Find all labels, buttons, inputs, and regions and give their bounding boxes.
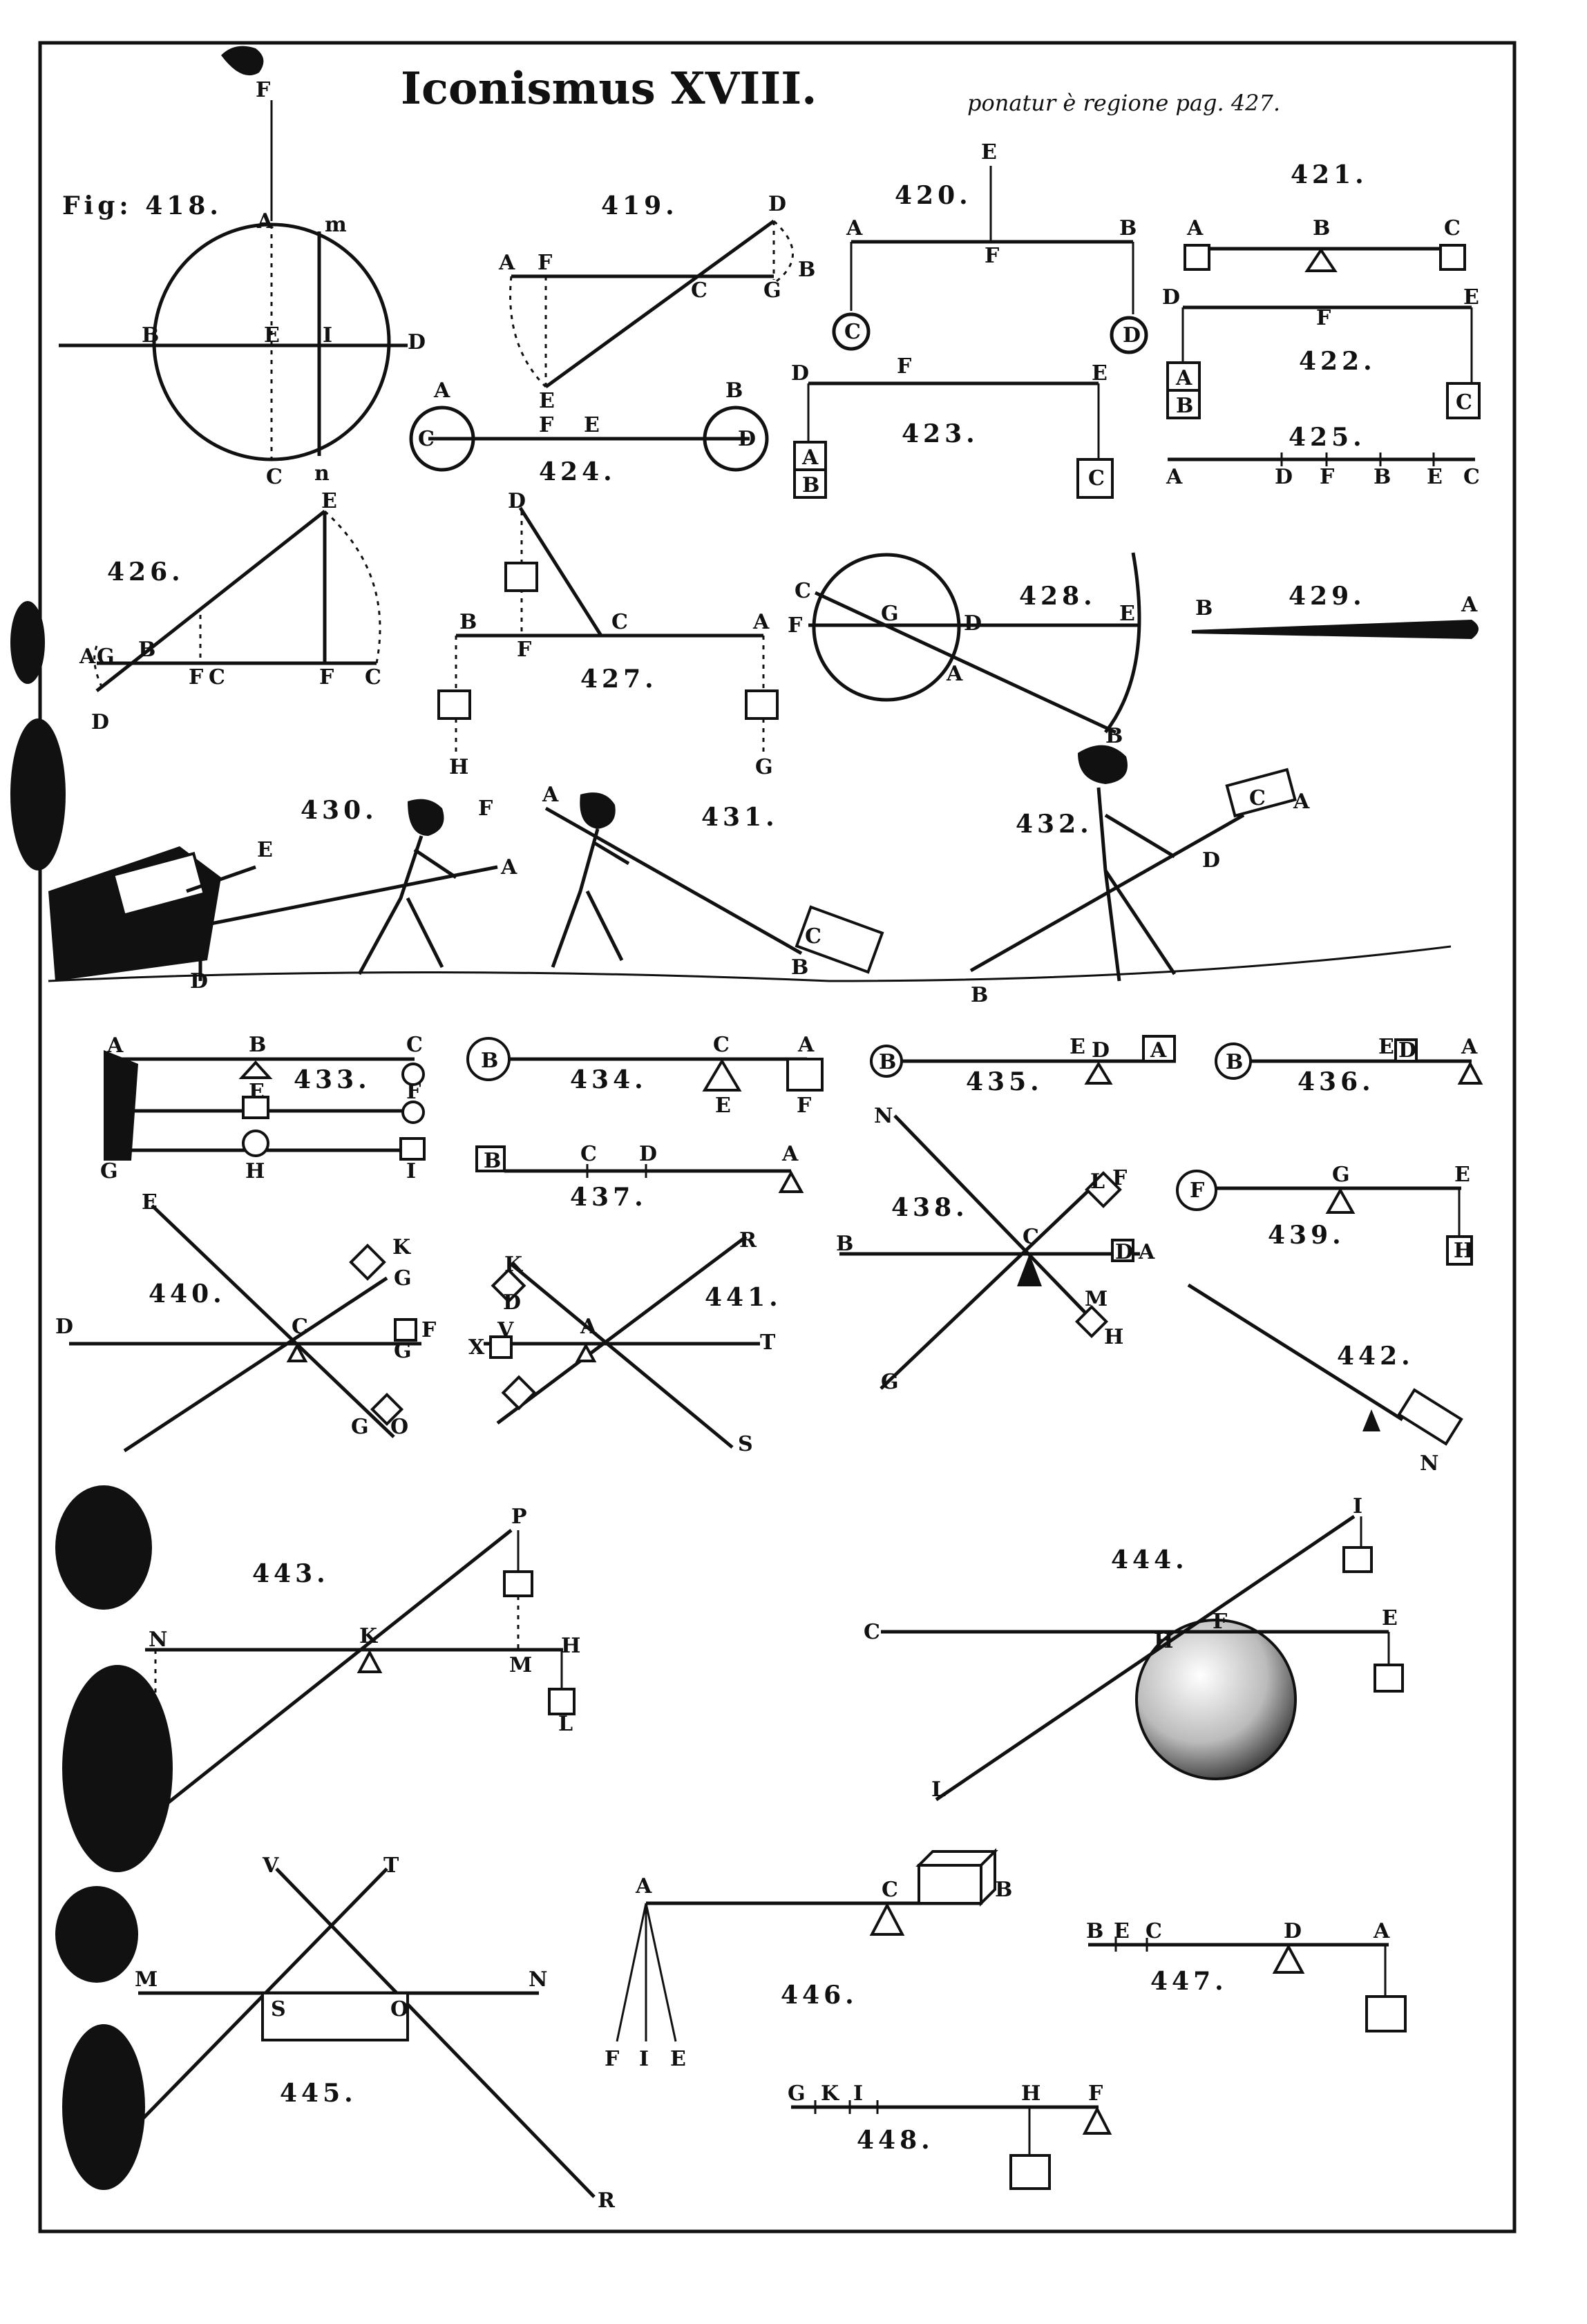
figure-429 <box>1192 582 1479 639</box>
fig-418-label-I: I <box>323 323 333 347</box>
fig-431-label-A: A <box>542 783 559 807</box>
figure-440 <box>55 1190 436 1451</box>
fig-445-label-N: N <box>529 1968 548 1992</box>
fig-423-label-A: A <box>802 446 819 470</box>
fig-431-label-C: C <box>805 924 821 949</box>
fig-428-label-F: F <box>788 613 803 638</box>
figure-419 <box>498 191 815 413</box>
fig-420-number: 420. <box>895 181 972 210</box>
figure-438 <box>836 1104 1155 1394</box>
fig-423-label-D: D <box>791 361 810 385</box>
fig-436-label-A: A <box>1461 1035 1478 1059</box>
figure-436 <box>1216 1035 1481 1096</box>
fig-443-label-K: K <box>359 1624 378 1648</box>
fig-441-label-K: K <box>504 1253 523 1277</box>
fig-423-label-C: C <box>1088 466 1105 490</box>
fig-418-label-D: D <box>408 330 426 354</box>
fig-424-label-B: B <box>725 379 743 403</box>
fig-428-label-G: G <box>881 602 899 626</box>
fig-418-label-m: m <box>325 213 347 237</box>
fig-440-label-O: O <box>390 1415 409 1439</box>
fig-435-label-E: E <box>1070 1035 1085 1059</box>
fig-423-label-B: B <box>802 473 820 497</box>
fig-430-number: 430. <box>301 796 378 825</box>
figure-442 <box>1188 1285 1461 1476</box>
fig-424-number: 424. <box>539 457 616 486</box>
fig-424-label-C: C <box>418 427 435 451</box>
fig-438-label-D: D <box>1115 1240 1134 1264</box>
figure-431 <box>542 783 882 980</box>
fig-446-label-A: A <box>636 1874 652 1898</box>
fig-441-label-A: A <box>580 1315 597 1339</box>
fig-444-label-E: E <box>1382 1606 1398 1630</box>
fig-446-label-B: B <box>995 1878 1013 1902</box>
fig-419-label-A: A <box>499 251 515 275</box>
fig-425-label-D: D <box>1275 465 1293 489</box>
fig-433-label-H: H <box>245 1159 265 1183</box>
fig-442-number: 442. <box>1337 1342 1414 1371</box>
fig-432-label-C: C <box>1249 786 1266 810</box>
fig-426-label-F1: F <box>189 665 204 689</box>
fig-447-label-D: D <box>1284 1919 1302 1943</box>
fig-433-label-E: E <box>249 1080 265 1104</box>
figure-441 <box>468 1228 782 1456</box>
fig-436-label-E: E <box>1378 1035 1394 1059</box>
fig-446-label-C: C <box>882 1878 898 1902</box>
fig-435-number: 435. <box>966 1067 1043 1096</box>
fig-447-label-E: E <box>1114 1919 1130 1943</box>
fig-438-label-A: A <box>1139 1240 1155 1264</box>
fig-447-number: 447. <box>1150 1967 1228 1996</box>
fig-427-label-B: B <box>459 610 477 634</box>
fig-440-number: 440. <box>149 1279 226 1308</box>
fig-446-label-F: F <box>605 2047 620 2071</box>
fig-445-label-V: V <box>263 1854 279 1878</box>
figure-445 <box>100 1854 616 2213</box>
fig-437-label-B: B <box>484 1149 502 1173</box>
fig-421-label-B: B <box>1313 216 1331 240</box>
fig-439-number: 439. <box>1268 1221 1345 1250</box>
fig-419-label-F: F <box>538 251 553 275</box>
fig-420-label-D: D <box>1123 323 1141 347</box>
fig-427-label-D: D <box>508 489 526 513</box>
fig-424-label-E: E <box>584 413 600 437</box>
figure-447 <box>1086 1919 1405 2031</box>
fig-440-label-F: F <box>421 1318 437 1342</box>
fig-447-label-B: B <box>1086 1919 1104 1943</box>
fig-441-label-R: R <box>739 1228 757 1253</box>
fig-427-number: 427. <box>580 665 658 694</box>
fig-428-label-C: C <box>795 579 811 603</box>
fig-446-number: 446. <box>781 1981 858 2010</box>
figure-448 <box>788 2082 1110 2189</box>
figure-434 <box>468 1033 822 1118</box>
fig-433-label-B: B <box>249 1033 267 1057</box>
fig-448-number: 448. <box>857 2126 934 2155</box>
fig-434-label-E: E <box>715 1094 731 1118</box>
fig-438-label-F: F <box>1112 1166 1128 1190</box>
fig-427-label-F: F <box>517 638 532 662</box>
figure-435 <box>871 1035 1176 1096</box>
fig-421-label-C: C <box>1444 216 1461 240</box>
fig-437-label-C: C <box>580 1142 597 1166</box>
placement-note: ponatur è regione pag. 427. <box>967 90 1281 116</box>
fig-421-label-A: A <box>1187 216 1204 240</box>
fig-441-label-X: X <box>468 1335 485 1360</box>
fig-429-label-B: B <box>1195 596 1213 620</box>
fig-426-label-F2: F <box>319 665 334 689</box>
fig-439-label-E: E <box>1454 1163 1470 1187</box>
fig-418-label-A: A <box>257 209 274 234</box>
fig-438-label-C: C <box>1023 1225 1039 1249</box>
fig-425-number: 425. <box>1289 423 1366 452</box>
figure-424 <box>411 379 767 486</box>
fig-446-label-I: I <box>639 2047 649 2071</box>
fig-425-label-A: A <box>1166 465 1183 489</box>
figure-446 <box>605 1851 1012 2071</box>
fig-434-label-A: A <box>798 1033 815 1057</box>
fig-433-label-G: G <box>100 1159 118 1183</box>
fig-435-label-D: D <box>1092 1038 1110 1063</box>
fig-428-number: 428. <box>1019 582 1096 611</box>
fig-448-label-I: I <box>853 2082 864 2106</box>
fig-447-label-C: C <box>1146 1919 1162 1943</box>
fig-433-label-F: F <box>406 1080 421 1104</box>
fig-443-label-H: H <box>561 1634 581 1658</box>
fig-428-label-A: A <box>947 662 963 686</box>
fig-426-label-G: G <box>97 645 115 669</box>
fig-440-label-G3: G <box>351 1415 369 1439</box>
fig-438-label-B: B <box>836 1232 854 1256</box>
fig-426-number: 426. <box>107 558 184 587</box>
fig-424-label-D: D <box>738 427 757 451</box>
fig-423-label-E: E <box>1092 361 1108 385</box>
figure-422 <box>1162 285 1479 418</box>
fig-437-label-D: D <box>639 1142 658 1166</box>
fig-430-label-D: D <box>190 969 209 993</box>
fig-445-label-S: S <box>271 1997 286 2021</box>
fig-440-label-G1: G <box>394 1266 412 1290</box>
fig-431-label-B: B <box>791 955 809 980</box>
fig-434-number: 434. <box>570 1065 647 1094</box>
fig-443-label-P: P <box>511 1505 527 1529</box>
fig-428-label-D: D <box>964 611 982 636</box>
fig-426-label-C1: C <box>209 665 225 689</box>
fig-435-label-B: B <box>879 1050 897 1074</box>
fig-431-number: 431. <box>701 803 779 832</box>
fig-419-label-G: G <box>763 278 781 303</box>
fig-433-label-A: A <box>107 1034 124 1058</box>
fig-442-label-N: N <box>1420 1451 1439 1476</box>
fig-441-label-S: S <box>738 1432 753 1456</box>
figure-437 <box>477 1142 801 1212</box>
fig-426-label-E1: E <box>321 489 337 513</box>
figure-444 <box>864 1494 1403 1802</box>
fig-437-label-A: A <box>782 1142 799 1166</box>
fig-426-label-B: B <box>138 638 156 662</box>
figure-418 <box>59 46 426 489</box>
figure-432 <box>971 745 1310 1007</box>
fig-441-label-T: T <box>760 1331 776 1355</box>
fig-422-label-C: C <box>1456 390 1472 415</box>
figure-443 <box>145 1505 580 1810</box>
fig-426-label-C2: C <box>365 665 381 689</box>
fig-426-label-A: A <box>79 645 96 669</box>
figure-433 <box>100 1033 424 1183</box>
fig-445-label-O: O <box>390 1997 409 2021</box>
fig-438-label-G: G <box>881 1370 899 1394</box>
fig-424-label-F: F <box>539 413 554 437</box>
fig-427-label-H: H <box>449 755 469 779</box>
fig-422-number: 422. <box>1299 347 1376 376</box>
fig-445-number: 445. <box>280 2079 357 2108</box>
fig-432-label-A: A <box>1293 790 1310 814</box>
fig-437-number: 437. <box>570 1183 647 1212</box>
fig-444-label-F: F <box>1213 1610 1228 1634</box>
fig-444-label-H: H <box>1154 1629 1174 1653</box>
figure-426 <box>79 489 381 734</box>
fig-429-label-A: A <box>1461 593 1478 617</box>
figure-425 <box>1166 423 1480 489</box>
fig-420-label-C: C <box>844 320 861 344</box>
fig-448-label-K: K <box>821 2082 839 2106</box>
fig-433-label-I: I <box>406 1159 417 1183</box>
fig-421-number: 421. <box>1291 160 1368 189</box>
fig-444-number: 444. <box>1111 1545 1188 1574</box>
fig-432-label-D: D <box>1202 848 1221 873</box>
fig-418-label-B: B <box>142 323 160 347</box>
fig-425-label-C: C <box>1463 465 1480 489</box>
fig-432-label-B: B <box>971 983 989 1007</box>
figure-430 <box>48 796 517 993</box>
fig-434-label-B: B <box>481 1049 499 1073</box>
fig-446-label-E: E <box>670 2047 686 2071</box>
fig-443-number: 443. <box>252 1559 330 1588</box>
fig-423-label-F: F <box>897 354 912 379</box>
fig-419-number: 419. <box>601 191 678 220</box>
fig-420-label-E: E <box>981 140 997 164</box>
fig-441-label-V: V <box>497 1318 514 1342</box>
fig-419-label-D: D <box>768 192 787 216</box>
figure-420 <box>834 140 1146 352</box>
fig-444-label-I: I <box>1353 1494 1363 1518</box>
fig-438-label-H: H <box>1104 1325 1124 1349</box>
fig-418-label-E: E <box>264 323 280 347</box>
fig-420-label-A: A <box>846 216 863 240</box>
figure-427 <box>439 489 777 779</box>
fig-420-label-B: B <box>1119 216 1137 240</box>
fig-423-number: 423. <box>902 419 979 448</box>
figure-421 <box>1185 160 1465 271</box>
ground-line <box>48 946 1451 981</box>
fig-436-number: 436. <box>1298 1067 1375 1096</box>
fig-445-label-M: M <box>135 1968 158 1992</box>
fig-419-label-C: C <box>691 278 707 303</box>
fig-435-label-A: A <box>1150 1038 1167 1063</box>
fig-422-label-B: B <box>1176 394 1194 418</box>
fig-438-label-L: L <box>1090 1170 1105 1194</box>
fig-445-label-R: R <box>598 2189 615 2213</box>
fig-436-label-D: D <box>1398 1038 1417 1063</box>
fig-422-label-D: D <box>1162 285 1181 309</box>
fig-439-label-H: H <box>1454 1239 1474 1263</box>
fig-426-label-D: D <box>91 710 110 734</box>
fig-433-label-C: C <box>406 1033 423 1057</box>
fig-432-number: 432. <box>1016 810 1093 839</box>
figure-423 <box>791 354 1112 497</box>
fig-445-label-T: T <box>383 1854 399 1878</box>
fig-448-label-G: G <box>788 2082 806 2106</box>
fig-434-label-F: F <box>797 1094 812 1118</box>
fig-439-label-F: F <box>1190 1179 1205 1203</box>
fig-444-label-L: L <box>931 1778 947 1802</box>
fig-438-label-M: M <box>1085 1287 1108 1311</box>
fig-418-label-n: n <box>314 461 330 486</box>
fig-418-label-F: F <box>256 78 271 102</box>
fig-443-label-L: L <box>558 1712 573 1736</box>
fig-448-label-F: F <box>1088 2082 1103 2106</box>
fig-428-label-B: B <box>1105 724 1123 748</box>
fig-440-label-K: K <box>392 1235 411 1259</box>
fig-441-number: 441. <box>705 1283 782 1312</box>
fig-419-label-E: E <box>539 389 555 413</box>
figure-428 <box>788 553 1140 748</box>
fig-443-label-N: N <box>149 1628 168 1652</box>
fig-427-label-A: A <box>753 610 770 634</box>
fig-441-label-D: D <box>503 1290 522 1315</box>
fig-425-label-B: B <box>1374 465 1391 489</box>
fig-418-number: Fig: 418. <box>62 191 222 220</box>
fig-436-label-B: B <box>1226 1050 1244 1074</box>
fig-438-number: 438. <box>891 1193 969 1222</box>
fig-440-label-G2: G <box>394 1339 412 1363</box>
fig-434-label-C: C <box>713 1033 730 1057</box>
fig-418-label-C: C <box>266 465 283 489</box>
fig-440-label-D: D <box>55 1315 74 1339</box>
fig-427-label-C: C <box>611 610 628 634</box>
fig-438-label-N: N <box>874 1104 893 1128</box>
fig-422-label-F: F <box>1316 306 1331 330</box>
fig-420-label-F: F <box>985 244 1000 268</box>
fig-424-label-A: A <box>434 379 450 403</box>
plate-title: Iconismus XVIII. <box>401 63 817 115</box>
fig-444-label-C: C <box>864 1620 880 1644</box>
ink-blots <box>10 601 173 2190</box>
fig-427-label-G: G <box>755 755 773 779</box>
fig-419-label-B: B <box>798 258 816 282</box>
fig-422-label-E: E <box>1463 285 1479 309</box>
fig-425-label-F: F <box>1320 465 1335 489</box>
fig-430-label-F: F <box>478 797 493 821</box>
fig-425-label-E: E <box>1427 465 1443 489</box>
fig-430-label-A: A <box>501 855 517 879</box>
fig-440-label-E: E <box>142 1190 158 1215</box>
fig-433-number: 433. <box>294 1065 371 1094</box>
fig-430-label-E: E <box>257 838 273 862</box>
fig-448-label-H: H <box>1021 2082 1041 2106</box>
fig-440-label-C: C <box>292 1315 308 1339</box>
fig-443-label-M: M <box>509 1653 533 1677</box>
figure-439 <box>1177 1163 1473 1264</box>
fig-428-label-E: E <box>1119 602 1135 626</box>
fig-429-number: 429. <box>1289 582 1366 611</box>
fig-422-label-A: A <box>1176 366 1192 390</box>
fig-439-label-G: G <box>1332 1163 1350 1187</box>
fig-447-label-A: A <box>1374 1919 1390 1943</box>
